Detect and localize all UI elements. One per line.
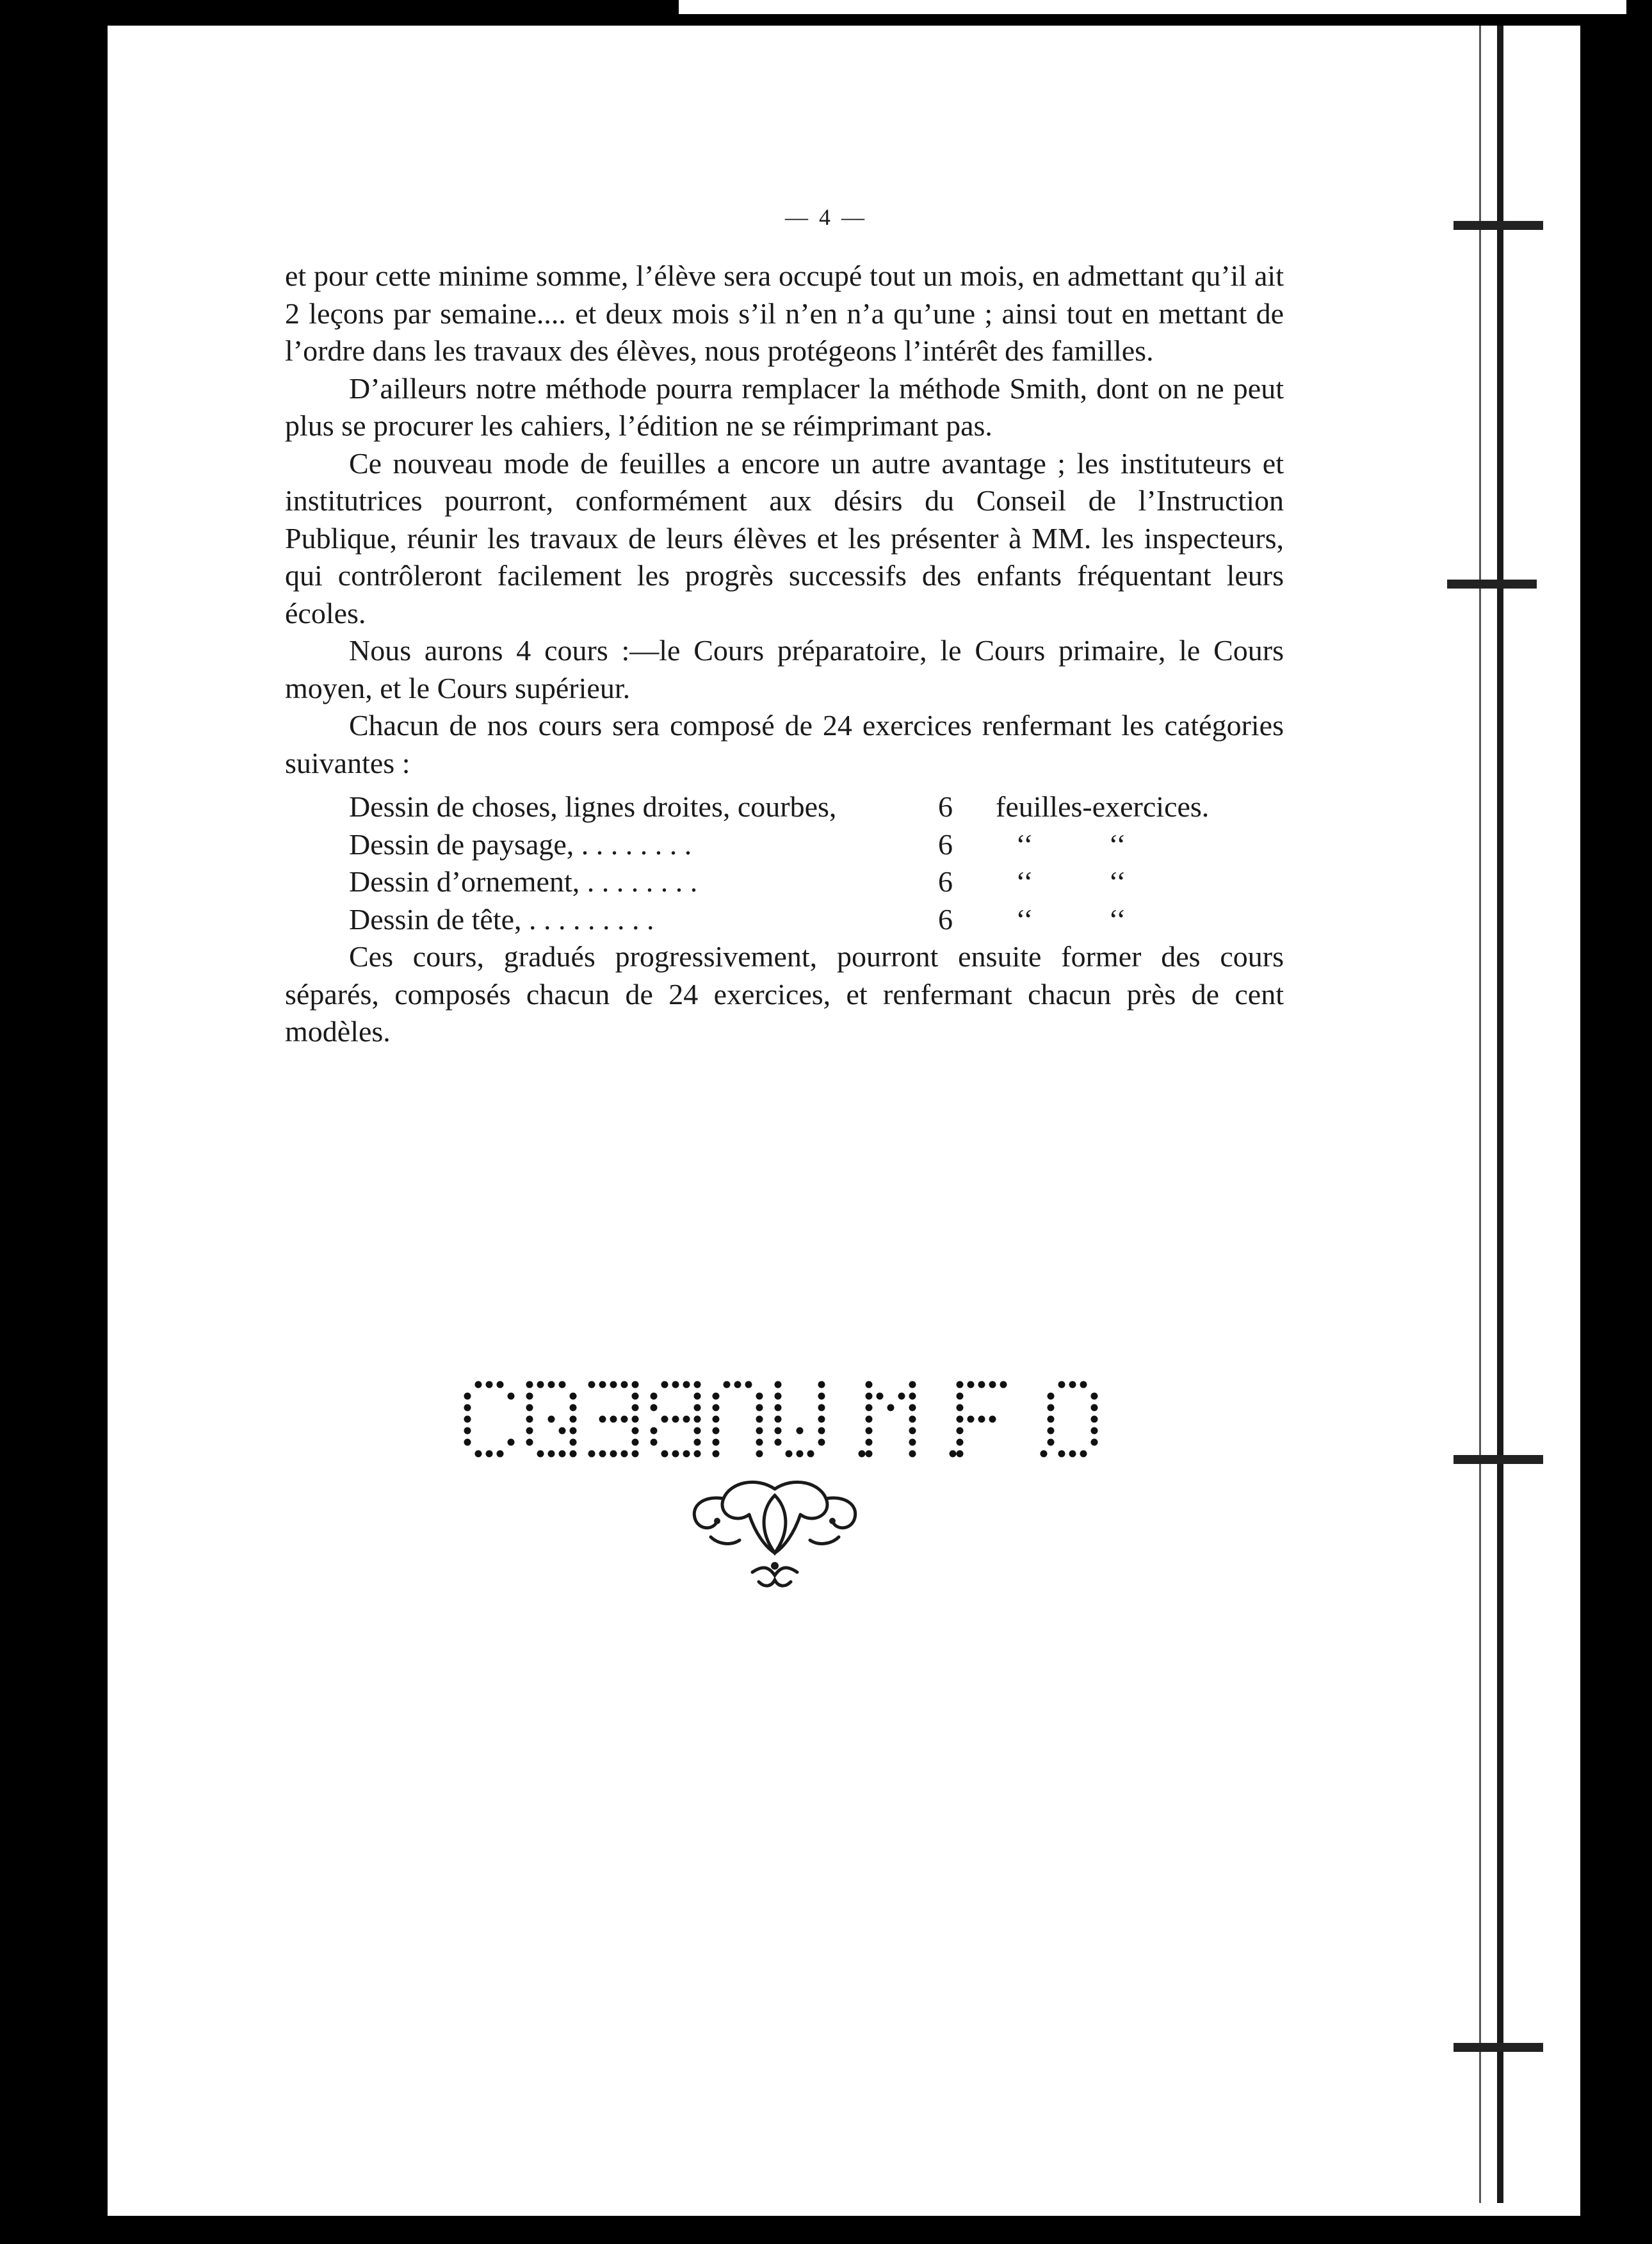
perforation-dot	[599, 1451, 606, 1458]
body-text	[285, 257, 1284, 1051]
perforation-dot	[957, 1439, 964, 1446]
perforation-dot	[1091, 1427, 1098, 1435]
perforation-dot	[661, 1451, 668, 1458]
list-item	[285, 863, 1284, 901]
perforation-dot	[797, 1427, 804, 1435]
perforation-dot	[957, 1393, 964, 1400]
perforation-dot	[588, 1451, 595, 1458]
perforation-dot	[559, 1451, 566, 1458]
perforation-dot	[957, 1451, 964, 1458]
perforation-dot	[672, 1416, 679, 1423]
perforation-dot	[866, 1393, 873, 1400]
category-label: Dessin d’ornement, . . . . . . . .	[349, 865, 698, 898]
ditto-mark: ‘‘	[1016, 865, 1033, 898]
perforation-dot	[866, 1381, 873, 1388]
perforation-dot	[859, 1451, 866, 1458]
paragraph: Chacun de nos cours sera composé de 24 exercices renfermant les catégories suivantes :	[285, 709, 1284, 779]
perforation-dot	[734, 1381, 741, 1388]
category-label: Dessin de tête, . . . . . . . . .	[349, 902, 654, 936]
perforation-dot	[651, 1404, 658, 1411]
perforation-dot	[651, 1439, 658, 1446]
perforation-dot	[632, 1381, 639, 1388]
perforation-dot	[756, 1439, 763, 1446]
binding-stitch	[1454, 2043, 1543, 2052]
perforation-dot	[989, 1416, 996, 1423]
perforation-dot	[694, 1427, 701, 1435]
perforation-dot	[548, 1416, 555, 1423]
perforation-dot	[713, 1404, 720, 1411]
perforation-dot	[978, 1416, 985, 1423]
perforation-dot	[866, 1439, 873, 1446]
perforation-dot	[526, 1439, 533, 1446]
perforation-dot	[1080, 1451, 1087, 1458]
perforation-dot	[724, 1381, 731, 1388]
perforation-dot	[661, 1381, 668, 1388]
list-item	[285, 901, 1284, 939]
perforation-dot	[475, 1381, 482, 1388]
perforation-dot	[464, 1439, 471, 1446]
perforation-dot	[632, 1404, 639, 1411]
binding-edge	[1497, 26, 1503, 2203]
perforation-dot	[957, 1427, 964, 1435]
category-label: Dessin de paysage, . . . . . . . .	[349, 827, 692, 861]
perforation-dot	[1091, 1416, 1098, 1423]
perforation-dot	[632, 1416, 639, 1423]
perforation-dot	[818, 1381, 825, 1388]
perforation-stamp	[461, 1377, 1140, 1467]
perforation-dot	[775, 1404, 782, 1411]
perforation-dot	[570, 1416, 577, 1423]
perforation-dot	[559, 1381, 566, 1388]
perforation-dot	[909, 1427, 916, 1435]
perforation-dot	[694, 1451, 701, 1458]
perforation-dot	[1091, 1439, 1098, 1446]
perforation-dot	[866, 1451, 873, 1458]
ditto-mark: ‘‘	[1016, 827, 1033, 861]
perforation-dot	[713, 1439, 720, 1446]
perforation-dot	[537, 1451, 544, 1458]
perforation-dot	[957, 1381, 964, 1388]
perforation-dot	[756, 1427, 763, 1435]
perforation-dot	[661, 1416, 668, 1423]
paragraph: Nous aurons 4 cours :—le Cours préparatoire, le Cours primaire, le Cours moyen, et le Cours supérieur.	[285, 634, 1284, 704]
binding-stitch	[1447, 580, 1537, 589]
perforation-dot	[957, 1404, 964, 1411]
perforation-dot	[651, 1427, 658, 1435]
category-count: 6	[938, 902, 953, 936]
perforation-dot	[866, 1427, 873, 1435]
perforation-dot	[570, 1393, 577, 1400]
perforation-dot	[632, 1427, 639, 1435]
perforation-dot	[464, 1404, 471, 1411]
perforation-dot	[775, 1381, 782, 1388]
perforation-dot	[909, 1381, 916, 1388]
perforation-dot	[570, 1404, 577, 1411]
perforation-dot	[1041, 1451, 1048, 1458]
perforation-dot	[632, 1393, 639, 1400]
category-count: 6	[938, 827, 953, 861]
perforation-dot	[610, 1381, 617, 1388]
paragraph: Ce nouveau mode de feuilles a encore un autre avantage ; les instituteurs et institutrices pourront, conformément aux désirs du Conseil de l’Instruction Publique, réunir les travaux de leurs élèves et les présenter à MM. les inspecteurs, qui contrôleront facilement les progrès successifs des enfants fréquentant leurs écoles.	[285, 446, 1284, 630]
perforation-dot	[957, 1416, 964, 1423]
paragraph: Ces cours, gradués progressivement, pourront ensuite former des cours séparés, composés chacun de 24 exercices, et renfermant chacun près de cent modèles.	[285, 940, 1284, 1048]
perforation-dot	[1091, 1404, 1098, 1411]
perforation-dot	[1069, 1381, 1076, 1388]
perforation-dot	[786, 1451, 793, 1458]
perforation-dot	[818, 1439, 825, 1446]
perforation-dot	[694, 1439, 701, 1446]
perforation-dot	[909, 1393, 916, 1400]
perforation-dot	[818, 1416, 825, 1423]
binding-stitch	[1454, 1455, 1543, 1464]
ditto-mark: ‘‘	[1108, 865, 1126, 898]
perforation-dot	[978, 1381, 985, 1388]
perforation-dot	[818, 1393, 825, 1400]
perforation-dot	[683, 1416, 690, 1423]
perforation-dot	[756, 1451, 763, 1458]
perforation-dot	[818, 1427, 825, 1435]
perforation-dot	[651, 1393, 658, 1400]
perforation-dot	[797, 1451, 804, 1458]
perforation-dot	[548, 1451, 555, 1458]
perforation-dot	[866, 1404, 873, 1411]
perforation-dot	[775, 1416, 782, 1423]
perforation-dot	[475, 1451, 482, 1458]
category-list	[285, 788, 1284, 938]
perforation-dot	[632, 1451, 639, 1458]
perforation-dot	[599, 1416, 606, 1423]
perforation-dot	[887, 1404, 895, 1411]
ditto-mark: ‘‘	[1016, 902, 1033, 936]
list-item	[285, 826, 1284, 864]
perforation-dot	[866, 1416, 873, 1423]
ditto-mark: ‘‘	[1108, 827, 1126, 861]
perforation-dot	[683, 1451, 690, 1458]
perforation-dot	[807, 1451, 814, 1458]
perforation-dot	[672, 1451, 679, 1458]
perforation-dot	[898, 1393, 905, 1400]
perforation-dot	[950, 1451, 957, 1458]
perforation-dot	[989, 1381, 996, 1388]
perforation-dot	[775, 1427, 782, 1435]
list-item	[285, 788, 1284, 826]
category-label: Dessin de choses, lignes droites, courbes,	[349, 790, 837, 823]
perforation-dot	[756, 1404, 763, 1411]
perforation-dot	[909, 1439, 916, 1446]
perforation-dot	[570, 1439, 577, 1446]
paragraph: et pour cette minime somme, l’élève sera occupé tout un mois, en admettant qu’il ait 2 leçons par semaine.... et deux mois s’il n’en n’a qu’une ; ainsi tout en mettant de l’ordre dans les travaux des élèves, nous protégeons l’intérêt des familles.	[285, 259, 1284, 367]
perforation-dot	[497, 1381, 504, 1388]
perforation-dot	[713, 1393, 720, 1400]
perforation-dot	[968, 1381, 975, 1388]
perforation-dot	[713, 1427, 720, 1435]
perforation-dot	[1000, 1381, 1007, 1388]
perforation-dot	[621, 1451, 628, 1458]
perforation-dot	[775, 1393, 782, 1400]
perforation-dot	[694, 1416, 701, 1423]
ditto-mark: ‘‘	[1108, 902, 1126, 936]
perforation-dot	[694, 1381, 701, 1388]
perforation-dot	[713, 1451, 720, 1458]
perforation-dot	[537, 1381, 544, 1388]
perforation-dot	[464, 1416, 471, 1423]
perforation-dot	[526, 1381, 533, 1388]
perforation-dot	[713, 1416, 720, 1423]
perforation-dot	[599, 1381, 606, 1388]
perforation-dot	[1048, 1427, 1055, 1435]
perforation-dot	[877, 1393, 884, 1400]
perforation-dot	[621, 1381, 628, 1388]
page-number: — 4 —	[785, 204, 867, 230]
perforation-dot	[818, 1404, 825, 1411]
perforation-dot	[526, 1416, 533, 1423]
perforation-dot	[1048, 1393, 1055, 1400]
perforation-dot	[486, 1451, 493, 1458]
perforation-dot	[1048, 1439, 1055, 1446]
perforation-dot	[526, 1393, 533, 1400]
perforation-dot	[559, 1427, 566, 1435]
perforation-dot	[1080, 1381, 1087, 1388]
perforation-dot	[756, 1416, 763, 1423]
perforation-dot	[508, 1439, 515, 1446]
perforation-dot	[464, 1427, 471, 1435]
perforation-dot	[672, 1381, 679, 1388]
perforation-dot	[1058, 1381, 1065, 1388]
perforation-dot	[610, 1451, 617, 1458]
perforation-dot	[526, 1427, 533, 1435]
paragraph: D’ailleurs notre méthode pourra remplacer la méthode Smith, dont on ne peut plus se procurer les cahiers, l’édition ne se réimprimant pas.	[285, 371, 1284, 442]
perforation-dot	[756, 1393, 763, 1400]
perforation-dot	[745, 1381, 752, 1388]
perforation-dot	[548, 1381, 555, 1388]
category-count: 6	[938, 790, 953, 823]
perforation-dot	[683, 1381, 690, 1388]
perforation-dot	[526, 1404, 533, 1411]
perforation-dot	[1048, 1404, 1055, 1411]
perforation-dot	[909, 1451, 916, 1458]
perforation-dot	[694, 1393, 701, 1400]
perforation-dot	[909, 1404, 916, 1411]
perforation-dot	[909, 1416, 916, 1423]
perforation-dot	[694, 1404, 701, 1411]
category-unit: feuilles-exercices.	[996, 790, 1210, 823]
perforation-dot	[486, 1381, 493, 1388]
scan-top-edge	[679, 0, 1626, 14]
perforation-dot	[1069, 1451, 1076, 1458]
perforation-dot	[610, 1416, 617, 1423]
perforation-dot	[621, 1416, 628, 1423]
perforation-dot	[464, 1393, 471, 1400]
perforation-dot	[570, 1427, 577, 1435]
binding-edge-thin	[1479, 26, 1481, 2203]
fleuron-ornament	[679, 1470, 871, 1598]
perforation-dot	[588, 1381, 595, 1388]
perforation-dot	[1048, 1416, 1055, 1423]
category-count: 6	[938, 865, 953, 898]
perforation-dot	[775, 1439, 782, 1446]
perforation-dot	[497, 1451, 504, 1458]
perforation-dot	[570, 1451, 577, 1458]
perforation-dot	[1058, 1451, 1065, 1458]
perforation-dot	[968, 1416, 975, 1423]
perforation-dot	[508, 1393, 515, 1400]
perforation-dot	[1091, 1393, 1098, 1400]
perforation-dot	[632, 1439, 639, 1446]
